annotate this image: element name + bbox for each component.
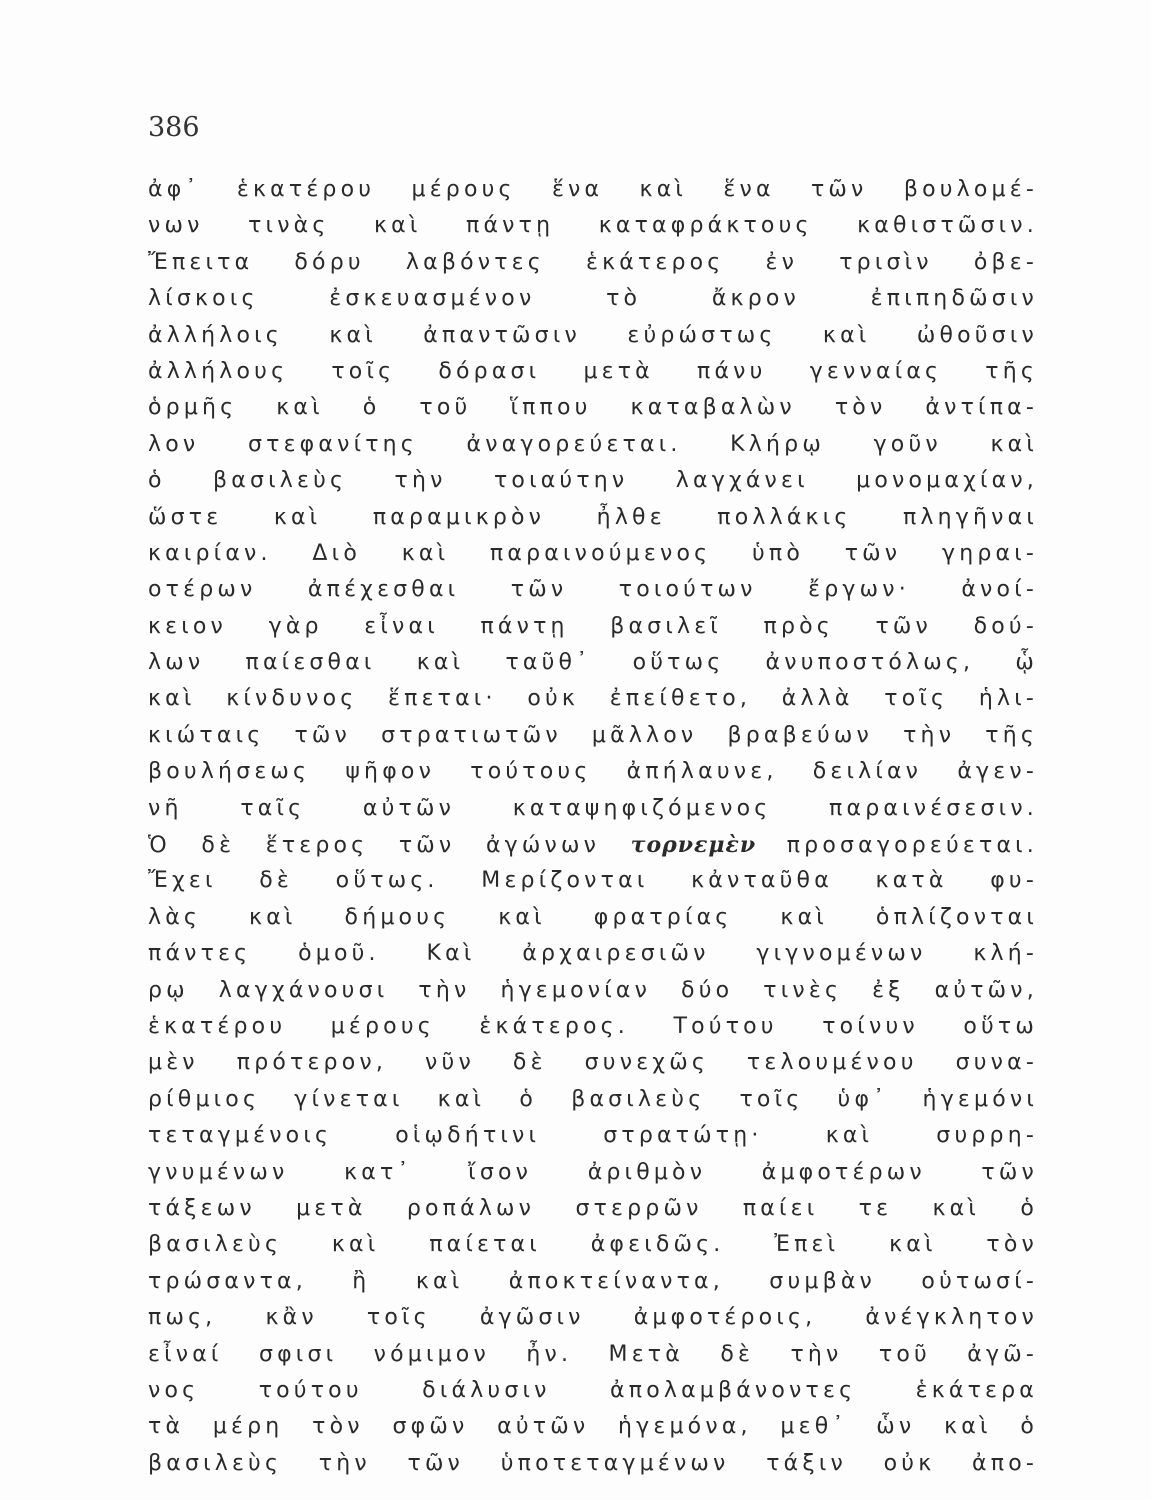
emphasis-line [148, 827, 1038, 863]
text-line: Ἔπειτα δόρυ λαβόντες ἑκάτερος ἐν τρισὶν ὀβε- [148, 249, 1038, 275]
text-line: λὰς καὶ δήμους καὶ φρατρίας καὶ ὁπλίζονται [148, 904, 1038, 930]
emphasis-before: Ὁ δὲ ἕτερος τῶν ἀγώνων [148, 833, 631, 859]
text-line: τάξεων μετὰ ροπάλων στερρῶν παίει τε καὶ ὁ [148, 1195, 1038, 1221]
text-line: εἶναί σφισι νόμιμον ἦν. Μετὰ δὲ τὴν τοῦ ἀγῶ- [148, 1341, 1038, 1367]
text-line: βασιλεὺς καὶ παίεται ἀφειδῶς. Ἐπεὶ καὶ τὸν [148, 1232, 1038, 1258]
text-line: ἀφ᾽ ἑκατέρου μέρους ἕνα καὶ ἕνα τῶν βουλομέ- [148, 177, 1038, 202]
text-line: καὶ κίνδυνος ἕπεται· οὐκ ἐπείθετο, ἀλλὰ τοῖς ἡλι- [148, 686, 1038, 712]
text-line: ἑκατέρου μέρους ἑκάτερος. Τούτου τοίνυν οὕτω [148, 1013, 1038, 1039]
text-line: νος τούτου διάλυσιν ἀπολαμβάνοντες ἑκάτερα [148, 1377, 1038, 1403]
text-line: πως, κἂν τοῖς ἀγῶσιν ἀμφοτέροις, ἀνέγκλητον [148, 1305, 1038, 1331]
text-line: ἀλλήλοις καὶ ἀπαντῶσιν εὐρώστως καὶ ὠθοῦσιν [148, 322, 1038, 348]
text-line: ἀλλήλους τοῖς δόρασι μετὰ πάνυ γενναίας τῆς [148, 358, 1038, 384]
text-line: ρῳ λαγχάνουσι τὴν ἡγεμονίαν δύο τινὲς ἐξ αὐτῶν, [148, 977, 1038, 1003]
text-line: λον στεφανίτης ἀναγορεύεται. Κλήρῳ γοῦν καὶ [148, 431, 1038, 457]
text-line: νῆ ταῖς αὐτῶν καταψηφιζόμενος παραινέσεσιν. [148, 795, 1038, 821]
text-line: οτέρων ἀπέχεσθαι τῶν τοιούτων ἔργων· ἀνοί- [148, 577, 1038, 603]
text-line: βουλήσεως ψῆφον τούτους ἀπήλαυνε, δειλίαν ἀγεν- [148, 759, 1038, 785]
emphasis-after: προσαγορεύεται. [756, 833, 1038, 859]
text-line: κιώταις τῶν στρατιωτῶν μᾶλλον βραβεύων τὴν τῆς [148, 722, 1038, 748]
text-line: βασιλεὺς τὴν τῶν ὑποτεταγμένων τάξιν οὐκ ἀπο- [148, 1450, 1038, 1476]
text-line: τεταγμένοις οἱῳδήτινι στρατώτῃ· καὶ συρρη- [148, 1123, 1038, 1149]
page-number: 386 [148, 112, 200, 143]
text-line: ὁ βασιλεὺς τὴν τοιαύτην λαγχάνει μονομαχίαν, [148, 468, 1038, 494]
text-line: τρώσαντα, ἢ καὶ ἀποκτείναντα, συμβὰν οὑτωσί- [148, 1268, 1038, 1294]
text-line: λίσκοις ἐσκευασμένον τὸ ἄκρον ἐπιπηδῶσιν [148, 286, 1038, 312]
text-line: γνυμένων κατ᾽ ἴσον ἀριθμὸν ἀμφοτέρων τῶν [148, 1159, 1038, 1185]
text-line: καιρίαν. Διὸ καὶ παραινούμενος ὑπὸ τῶν γηραι- [148, 540, 1038, 566]
text-line: πάντες ὁμοῦ. Καὶ ἀρχαιρεσιῶν γιγνομένων κλή- [148, 941, 1038, 967]
body-text [148, 172, 1038, 1482]
text-line: ρίθμιος γίνεται καὶ ὁ βασιλεὺς τοῖς ὑφ᾽ ἡγεμόνι [148, 1086, 1038, 1112]
emphasis-term: τορνεμὲν [630, 832, 757, 859]
text-line: τὰ μέρη τὸν σφῶν αὐτῶν ἡγεμόνα, μεθ᾽ ὧν καὶ ὁ [148, 1414, 1038, 1440]
text-line: ὥστε καὶ παραμικρὸν ἦλθε πολλάκις πληγῆναι [148, 504, 1038, 530]
text-line: λων παίεσθαι καὶ ταῦθ᾽ οὕτως ἀνυποστόλως, ᾧ [148, 650, 1038, 676]
text-line: νων τινὰς καὶ πάντῃ καταφράκτους καθιστῶσιν. [148, 213, 1038, 239]
text-line: ὁρμῆς καὶ ὁ τοῦ ἵππου καταβαλὼν τὸν ἀντίπα- [148, 395, 1038, 421]
text-line: Ἔχει δὲ οὕτως. Μερίζονται κἀνταῦθα κατὰ φυ- [148, 868, 1038, 894]
text-line: μὲν πρότερον, νῦν δὲ συνεχῶς τελουμένου συνα- [148, 1050, 1038, 1076]
text-line: κειον γὰρ εἶναι πάντῃ βασιλεῖ πρὸς τῶν δού- [148, 613, 1038, 639]
